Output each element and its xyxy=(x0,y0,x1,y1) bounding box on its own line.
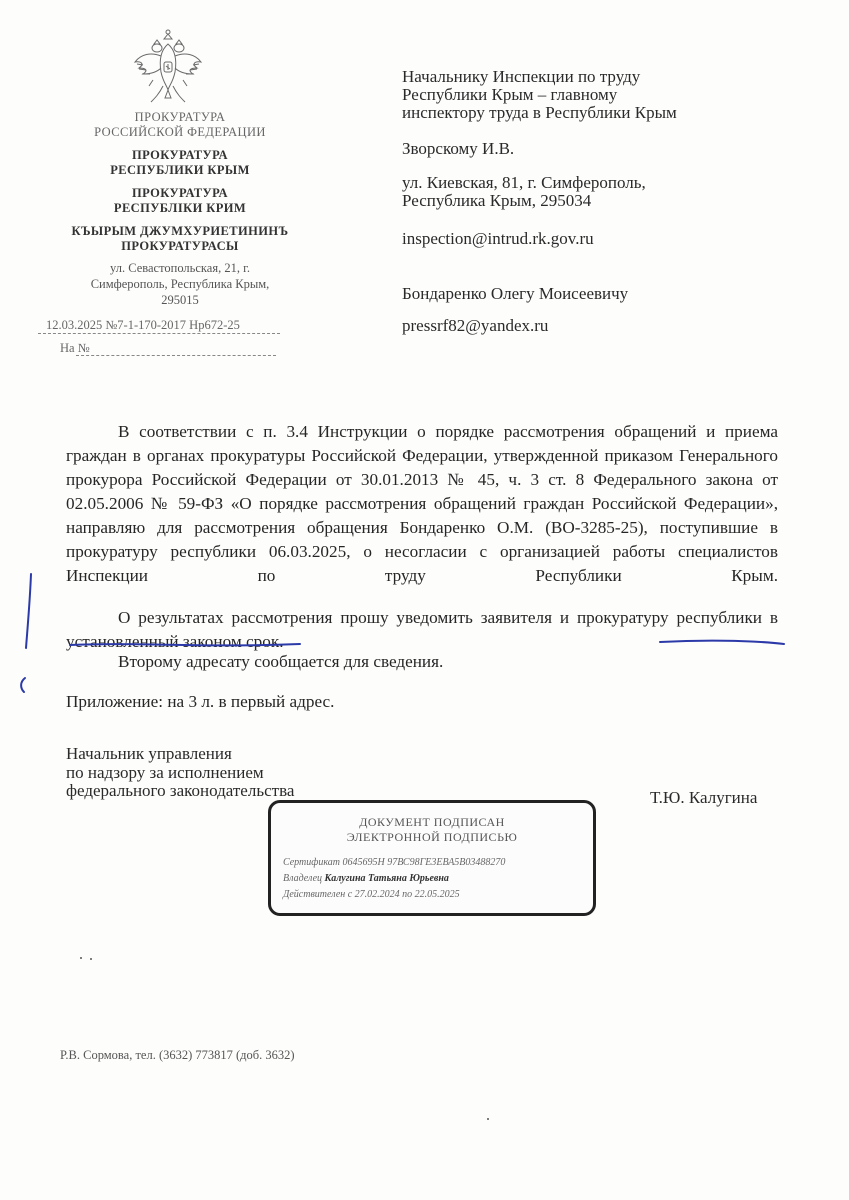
stamp-title-line-2: ЭЛЕКТРОННОЙ ПОДПИСЬЮ xyxy=(346,830,518,844)
recipient-email[interactable]: inspection@intrud.rk.gov.ru xyxy=(402,229,594,248)
stamp-certificate xyxy=(283,857,505,868)
stamp-title-line-1: ДОКУМЕНТ ПОДПИСАН xyxy=(359,815,505,829)
in-reply-underline xyxy=(76,355,276,356)
stamp-owner xyxy=(283,873,449,884)
signatory-position-line-3: федерального законодательства xyxy=(66,781,295,800)
recipient-title-line-3: инспектору труда в Республики Крым xyxy=(402,103,677,122)
sender-address xyxy=(50,260,310,308)
pen-margin-bracket xyxy=(21,678,25,692)
sender-address-line-2: Симферополь, Республика Крым, xyxy=(90,277,270,291)
recipient-name: Зворскому И.В. xyxy=(402,139,515,158)
header-federal-line-2: РОССИЙСКОЙ ФЕДЕРАЦИИ xyxy=(94,125,266,139)
sender-address-line-3: 295015 xyxy=(161,293,199,307)
signatory-position-line-1: Начальник управления xyxy=(66,744,232,763)
stamp-validity xyxy=(283,889,460,900)
signatory-position xyxy=(66,745,294,801)
stamp-validity-value: с 27.02.2024 по 22.05.2025 xyxy=(347,889,460,900)
e-signature-stamp xyxy=(268,800,596,916)
attachment-line: Приложение: на 3 л. в первый адрес. xyxy=(66,692,335,711)
header-crimea-ru-line-2: РЕСПУБЛИКИ КРЫМ xyxy=(110,163,250,177)
executor-contact: Р.В. Сормова, тел. (3632) 773817 (доб. 3632) xyxy=(60,1048,295,1062)
header-crimea-ru-line-1: ПРОКУРАТУРА xyxy=(132,148,228,162)
stamp-certificate-value: 0645695Н 97ВС98ГЕ3ЕВА5В03488270 xyxy=(342,857,506,868)
second-recipient-name: Бондаренко Олегу Моисеевичу xyxy=(402,284,629,303)
body-paragraph-1: В соответствии с п. 3.4 Инструкции о порядке рассмотрения обращений и приема граждан в органах прокуратуры Российской Федерации, утвержденной приказом Генерального прокурора Российской Федерации от 30.01.2013 № 45, ч. 3 ст. 8 Федерального закона от 02.05.2006 № 59-ФЗ «О порядке рассмотрения обращений граждан Российской Федерации», направляю для рассмотрения обращения Бондаренко О.М. (ВО-3285-25), поступившие в прокуратуру республики 06.03.2025, о несогласии с организацией работы специалистов Инспекции по труду Республики Крым. xyxy=(66,422,778,585)
stamp-owner-value: Калугина Татьяна Юрьевна xyxy=(324,873,449,884)
signer-name: Т.Ю. Калугина xyxy=(650,788,758,807)
body-paragraph-2: О результатах рассмотрения прошу уведомить заявителя и прокуратуру республики в установленный законом срок. xyxy=(66,608,778,651)
recipient-address-line-1: ул. Киевская, 81, г. Симферополь, xyxy=(402,173,646,192)
header-crimea-tt-line-2: ПРОКУРАТУРАСЫ xyxy=(121,239,239,253)
scan-speck xyxy=(80,957,82,959)
in-reply-label: На № xyxy=(60,341,90,355)
stamp-certificate-label: Сертификат xyxy=(283,857,341,868)
second-recipient-email[interactable]: pressrf82@yandex.ru xyxy=(402,316,549,335)
body-paragraph-3: Второму адресату сообщается для сведения. xyxy=(118,652,444,671)
scan-speck xyxy=(487,1118,489,1120)
header-federal-line-1: ПРОКУРАТУРА xyxy=(134,110,226,124)
registration-underline xyxy=(38,333,280,334)
pen-margin-stroke xyxy=(26,574,31,648)
stamp-owner-label: Владелец xyxy=(283,873,323,884)
stamp-validity-label: Действителен xyxy=(283,889,346,900)
registration-number: 12.03.2025 №7-1-170-2017 Нр672-25 xyxy=(46,318,240,332)
signatory-position-line-2: по надзору за исполнением xyxy=(66,762,264,782)
header-crimea-ua-line-2: РЕСПУБЛІКИ КРИМ xyxy=(113,201,247,215)
recipient-title-line-1: Начальнику Инспекции по труду xyxy=(402,67,641,86)
recipient-title-line-2: Республики Крым – главному xyxy=(402,85,618,104)
header-crimea-ua-line-1: ПРОКУРАТУРА xyxy=(132,186,228,200)
header-crimea-tt-line-1: КЪЫРЫМ ДЖУМХУРИЕТИНИНЪ xyxy=(71,224,289,238)
coat-of-arms-emblem xyxy=(133,28,203,106)
recipient-address-line-2: Республика Крым, 295034 xyxy=(402,191,592,210)
scan-speck xyxy=(90,958,92,960)
sender-address-line-1: ул. Севастопольская, 21, г. xyxy=(110,261,250,275)
